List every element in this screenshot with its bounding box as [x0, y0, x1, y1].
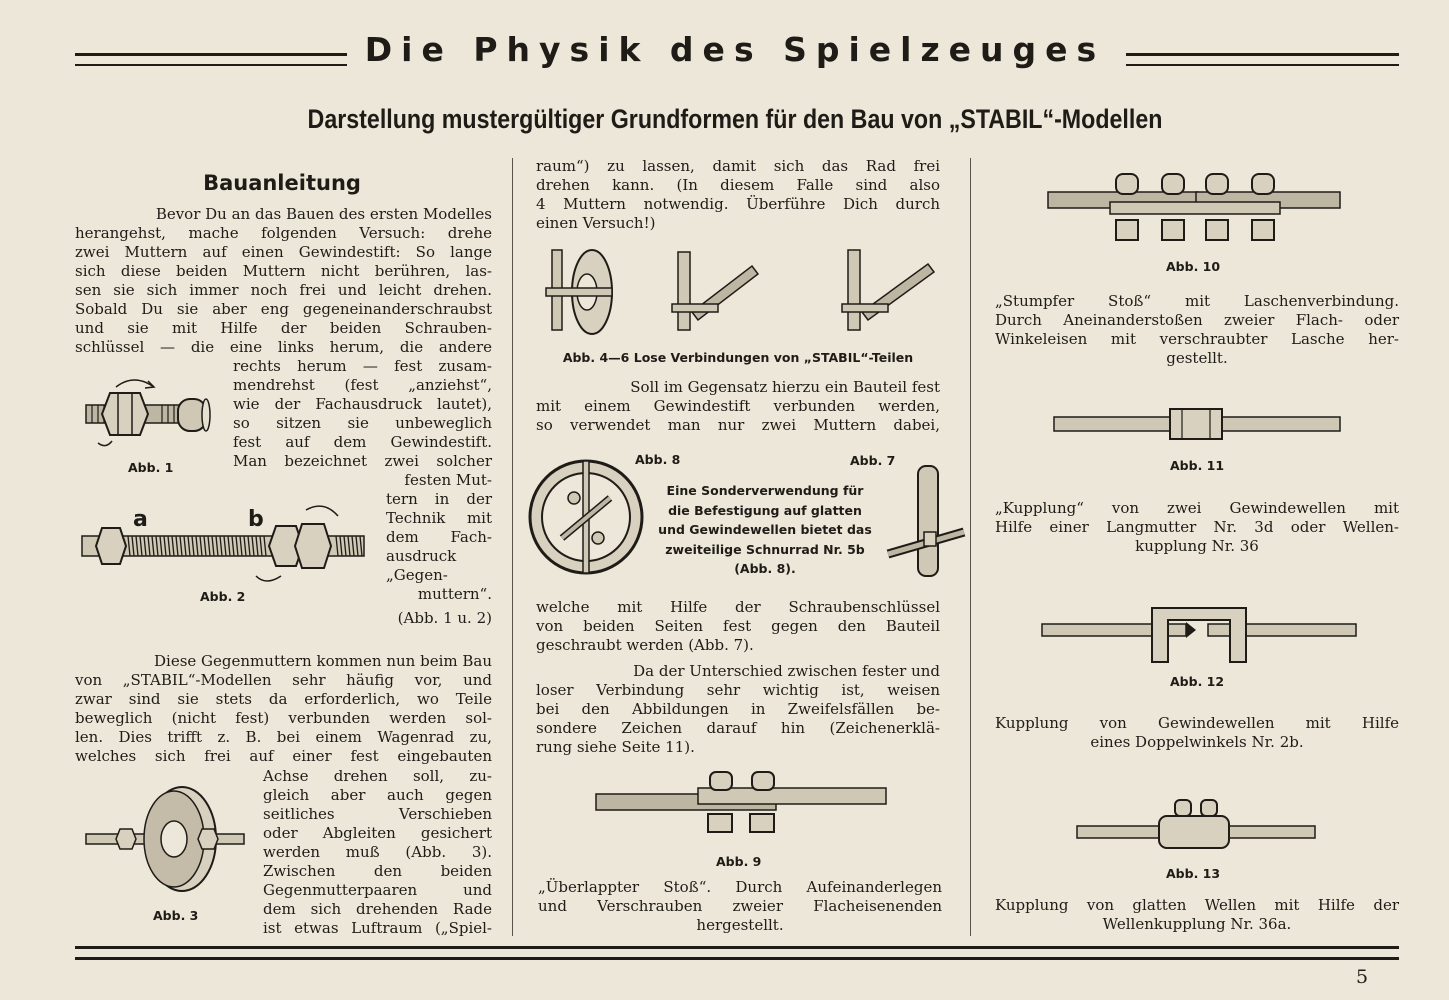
intro-line: Technik mit [386, 509, 492, 527]
section-heading: Bauanleitung [203, 171, 361, 195]
intro-line: dem Fach- [386, 528, 492, 546]
figure-11-long-nut-coupling [1052, 406, 1342, 442]
body-line: dem sich drehenden Rade [263, 900, 492, 918]
figure-10-caption: Abb. 10 [1166, 259, 1221, 274]
body-line: „Überlappter Stoß“. Durch Aufeinanderlegen [538, 878, 942, 896]
intro-line: so sitzen sie unbeweglich [233, 414, 492, 432]
column-divider-right [970, 158, 971, 936]
intro-line: Bevor Du an das Bauen des ersten Modelles [155, 205, 492, 223]
body-line: gestellt. [1166, 349, 1228, 367]
intro-line: wie der Fachausdruck lautet), [233, 395, 492, 413]
intro-line: Sobald Du sie aber eng gegeneinanderschraubst [75, 300, 492, 318]
intro-line: sich diese beiden Muttern nicht berühren, las- [75, 262, 492, 280]
figure-2-threaded-rod [76, 500, 368, 588]
body-line: von beiden Seiten fest gegen den Bauteil [536, 617, 940, 635]
intro-line: und sie mit Hilfe der beiden Schrauben- [75, 319, 492, 337]
intro-line: „Gegen- [386, 566, 448, 584]
figure-3-caption: Abb. 3 [153, 908, 199, 923]
figure-1-bolt-nut [82, 375, 222, 455]
body-line: gleich aber auch gegen [263, 786, 492, 804]
figure-8-pulley [528, 458, 646, 576]
intro-line: tern in der [386, 490, 492, 508]
body-line: Gegenmutterpaaren und [263, 881, 492, 899]
callout-box [655, 481, 875, 579]
figure-3-wheel-axle [82, 785, 250, 895]
body-line: ist etwas Luftraum („Spiel- [263, 919, 492, 937]
figure-9-caption: Abb. 9 [716, 854, 762, 869]
figure-11-caption: Abb. 11 [1170, 458, 1225, 473]
page-subtitle: Darstellung mustergültiger Grundformen für den Bau von „STABIL“-Modellen [307, 104, 1163, 134]
body-line: loser Verbindung sehr wichtig ist, weisen [536, 681, 940, 699]
body-line: Da der Unterschied zwischen fester und [633, 662, 940, 680]
figure-9-overlap-joint [594, 768, 890, 840]
callout-line: zweiteilige Schnurrad Nr. 5b [665, 541, 865, 557]
page-number: 5 [1356, 966, 1369, 988]
body-line: eines Doppelwinkels Nr. 2b. [1090, 733, 1304, 751]
body-line: sondere Zeichen darauf hin (Zeichenerklä- [536, 719, 940, 737]
body-line: kupplung Nr. 36 [1135, 537, 1259, 555]
figure-2-label-b: b [248, 507, 264, 532]
figure-12-caption: Abb. 12 [1170, 674, 1225, 689]
intro-line: festen Mut- [404, 471, 492, 489]
body-line: „Stumpfer Stoß“ mit Laschenverbindung. [995, 292, 1399, 310]
body-line: einen Versuch!) [536, 214, 656, 232]
body-line: rung siehe Seite 11). [536, 738, 695, 756]
intro-line: Man bezeichnet zwei solcher [233, 452, 492, 470]
footer-rule [75, 946, 1399, 960]
callout-line: die Befestigung auf glatten [668, 502, 862, 518]
figure-2-caption: Abb. 2 [200, 589, 246, 604]
intro-line: fest auf dem Gewindestift. [233, 433, 492, 451]
body-line: hergestellt. [696, 916, 784, 934]
body-line: mit einem Gewindestift verbunden werden, [536, 397, 940, 415]
page-title: Die Physik des Spielzeuges [364, 30, 1106, 69]
body-line: seitliches Verschieben [263, 805, 492, 823]
figure-13-caption: Abb. 13 [1166, 866, 1221, 881]
body-line: zwar sind sie stets da erforderlich, wo Teile [75, 690, 492, 708]
body-line: Winkeleisen mit verschraubter Lasche her- [995, 330, 1399, 348]
callout-line: und Gewindewellen bietet das [658, 522, 872, 537]
intro-line: herangehst, mache folgenden Versuch: drehe [75, 224, 492, 242]
figure-7-fixed-connection [884, 462, 968, 580]
body-line: 4 Muttern notwendig. Überführe Dich durch [536, 195, 940, 213]
column-divider-left [512, 158, 513, 936]
figure-10-butt-joint [1046, 170, 1344, 250]
body-line: Soll im Gegensatz hierzu ein Bauteil fest [630, 378, 940, 396]
body-line: werden muß (Abb. 3). [263, 843, 492, 861]
body-line: Hilfe einer Langmutter Nr. 3d oder Wellen- [995, 518, 1399, 536]
figure-1-caption: Abb. 1 [128, 460, 174, 475]
body-line: so verwendet man nur zwei Muttern dabei, [536, 416, 940, 434]
body-line: beweglich (nicht fest) verbunden werden sol- [75, 709, 492, 727]
body-line: geschraubt werden (Abb. 7). [536, 636, 754, 654]
body-line: von „STABIL“-Modellen sehr häufig vor, und [75, 671, 492, 689]
header-rule-right [1126, 53, 1399, 66]
body-line: raum“) zu lassen, damit sich das Rad frei [536, 157, 940, 175]
body-line: Kupplung von Gewindewellen mit Hilfe [995, 714, 1399, 732]
body-line: Achse drehen soll, zu- [263, 767, 492, 785]
figure-2-label-a: a [133, 507, 148, 532]
body-line: len. Dies trifft z. B. bei einem Wagenrad zu, [75, 728, 492, 746]
figure-8-caption: Abb. 8 [635, 452, 681, 467]
figure-13-shaft-coupling [1075, 796, 1319, 854]
intro-line: mendrehst (fest „anziehst“, [233, 376, 492, 394]
header-rule-left [75, 53, 347, 66]
body-line: Diese Gegenmuttern kommen nun beim Bau [154, 652, 492, 670]
body-line: bei den Abbildungen in Zweifelsfällen be- [536, 700, 940, 718]
intro-line: (Abb. 1 u. 2) [397, 609, 492, 627]
callout-line: Eine Sonderverwendung für [666, 483, 864, 498]
intro-line: zwei Muttern auf einen Gewindestift: So lange [75, 243, 492, 261]
intro-line: ausdruck [386, 547, 457, 565]
intro-line: rechts herum — fest zusam- [233, 357, 492, 375]
body-line: Kupplung von glatten Wellen mit Hilfe der [995, 896, 1399, 914]
body-line: welches sich frei auf einer fest eingebauten [75, 747, 492, 765]
body-line: oder Abgleiten gesichert [263, 824, 492, 842]
callout-line: (Abb. 8). [734, 561, 796, 576]
intro-line: schlüssel — die eine links herum, die andere [75, 338, 492, 356]
figure-4-6-loose-connections [542, 244, 942, 339]
body-line: drehen kann. (In diesem Falle sind also [536, 176, 940, 194]
intro-line: sen sie sich immer noch frei und leicht drehen. [75, 281, 492, 299]
body-line: welche mit Hilfe der Schraubenschlüssel [536, 598, 940, 616]
figure-12-double-angle-coupling [1040, 600, 1360, 666]
intro-line: muttern“. [417, 585, 492, 603]
body-line: Wellenkupplung Nr. 36a. [1102, 915, 1292, 933]
body-line: und Verschrauben zweier Flacheisenenden [538, 897, 942, 915]
body-line: Durch Aneinanderstoßen zweier Flach- oder [995, 311, 1399, 329]
figure-7-caption: Abb. 7 [850, 453, 896, 468]
figure-4-6-caption: Abb. 4—6 Lose Verbindungen von „STABIL“-Teilen [562, 350, 914, 365]
body-line: Zwischen den beiden [263, 862, 492, 880]
body-line: „Kupplung“ von zwei Gewindewellen mit [995, 499, 1399, 517]
